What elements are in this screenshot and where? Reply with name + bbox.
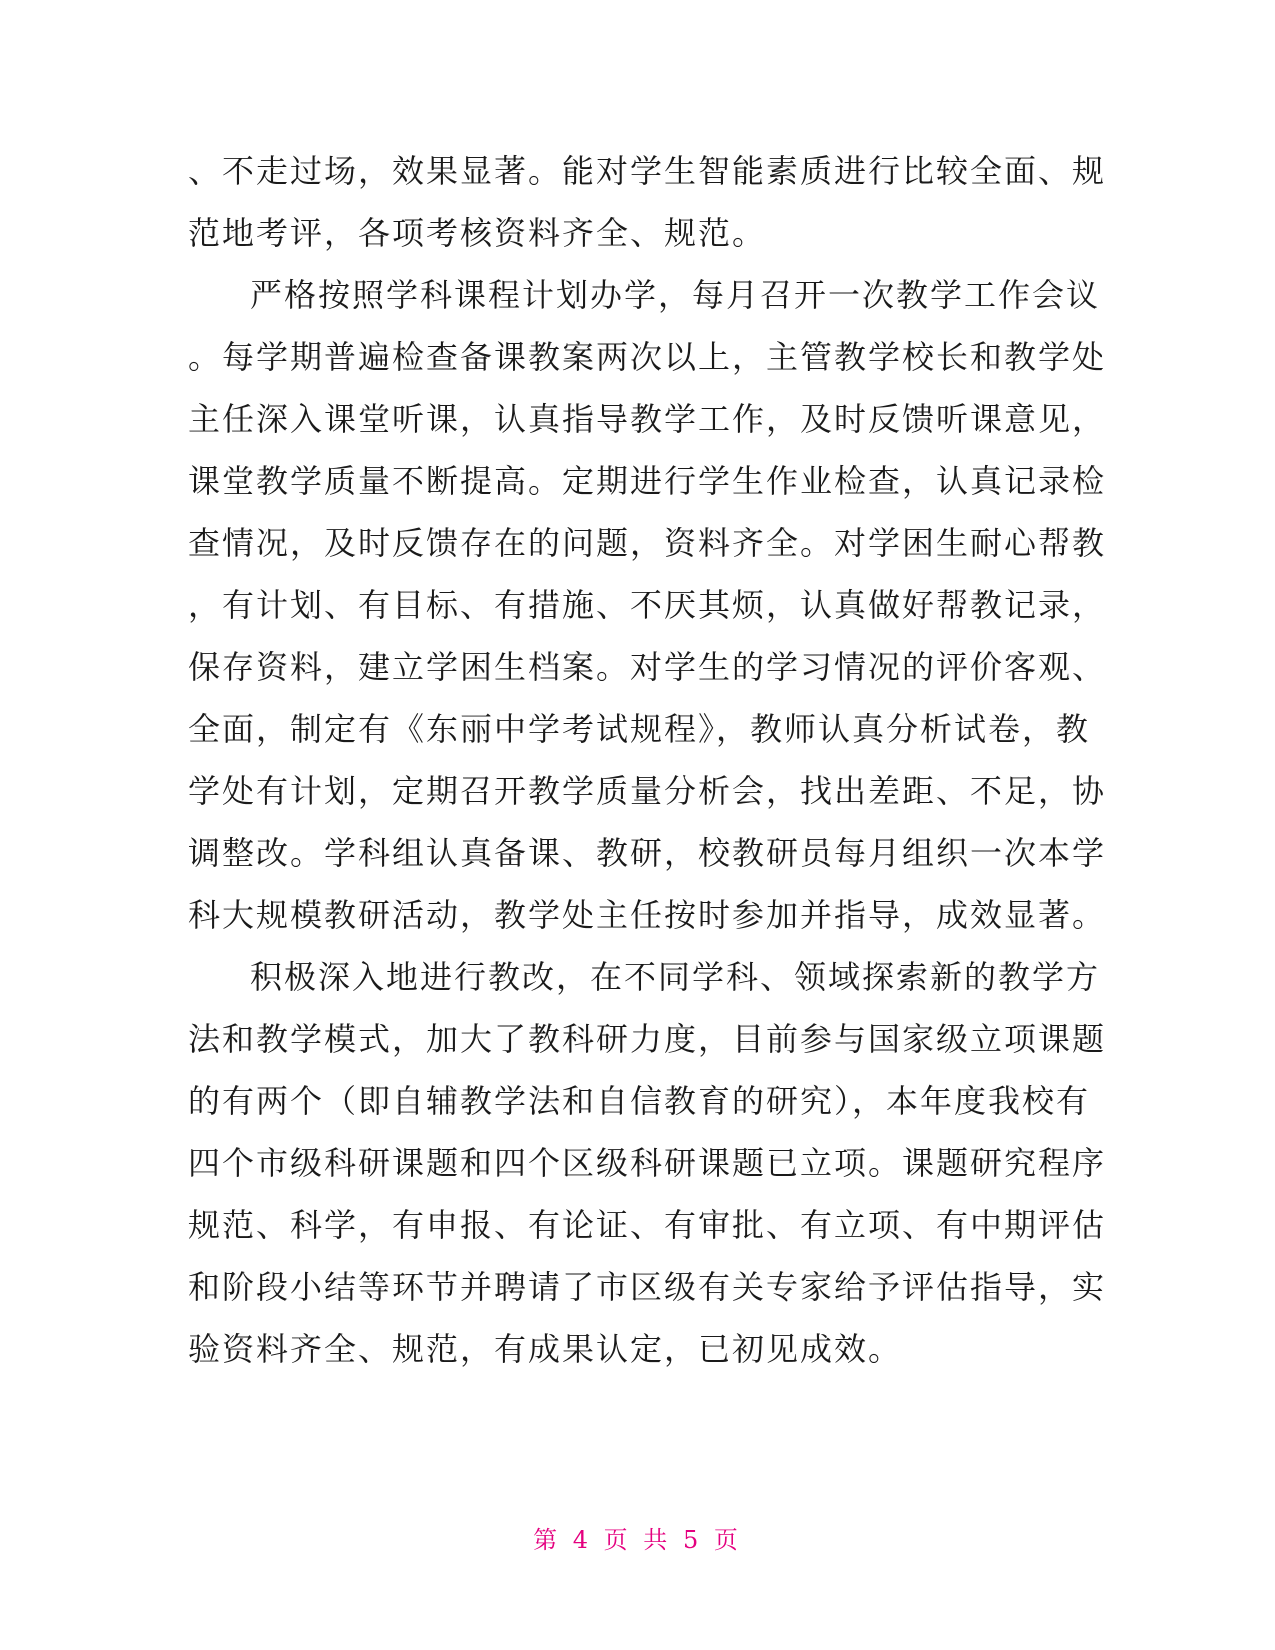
text-line: 法和教学模式，加大了教科研力度，目前参与国家级立项课题 [188,1020,1107,1058]
text-line: 严格按照学科课程计划办学，每月召开一次教学工作会议 [250,276,1101,314]
text-line: 。每学期普遍检查备课教案两次以上，主管教学校长和教学处 [188,338,1107,376]
text-line: 科大规模教研活动，教学处主任按时参加并指导，成效显著。 [188,896,1107,934]
text-line: 调整改。学科组认真备课、教研，校教研员每月组织一次本学 [188,834,1107,872]
text-line: 保存资料，建立学困生档案。对学生的学习情况的评价客观、 [188,648,1107,686]
text-line: 规范、科学，有申报、有论证、有审批、有立项、有中期评估 [188,1206,1107,1244]
text-line: 验资料齐全、规范，有成果认定，已初见成效。 [188,1330,903,1368]
text-line: 范地考评，各项考核资料齐全、规范。 [188,214,767,252]
text-line: 全面，制定有《东丽中学考试规程》，教师认真分析试卷，教 [188,710,1091,748]
text-line: 课堂教学质量不断提高。定期进行学生作业检查，认真记录检 [188,462,1107,500]
text-line: 、不走过场，效果显著。能对学生智能素质进行比较全面、规 [188,152,1107,190]
text-line: 学处有计划，定期召开教学质量分析会，找出差距、不足，协 [188,772,1107,810]
text-line: 和阶段小结等环节并聘请了市区级有关专家给予评估指导，实 [188,1268,1107,1306]
text-line: 积极深入地进行教改，在不同学科、领域探索新的教学方 [250,958,1101,996]
text-line: 四个市级科研课题和四个区级科研课题已立项。课题研究程序 [188,1144,1107,1182]
text-line: 主任深入课堂听课，认真指导教学工作，及时反馈听课意见， [188,400,1107,438]
text-line: 查情况，及时反馈存在的问题，资料齐全。对学困生耐心帮教 [188,524,1107,562]
page-number-footer: 第 4 页 共 5 页 [533,1526,742,1554]
text-line: ，有计划、有目标、有措施、不厌其烦，认真做好帮教记录， [188,586,1107,624]
body-text [188,140,1107,1380]
text-line: 的有两个（即自辅教学法和自信教育的研究），本年度我校有 [188,1082,1091,1120]
